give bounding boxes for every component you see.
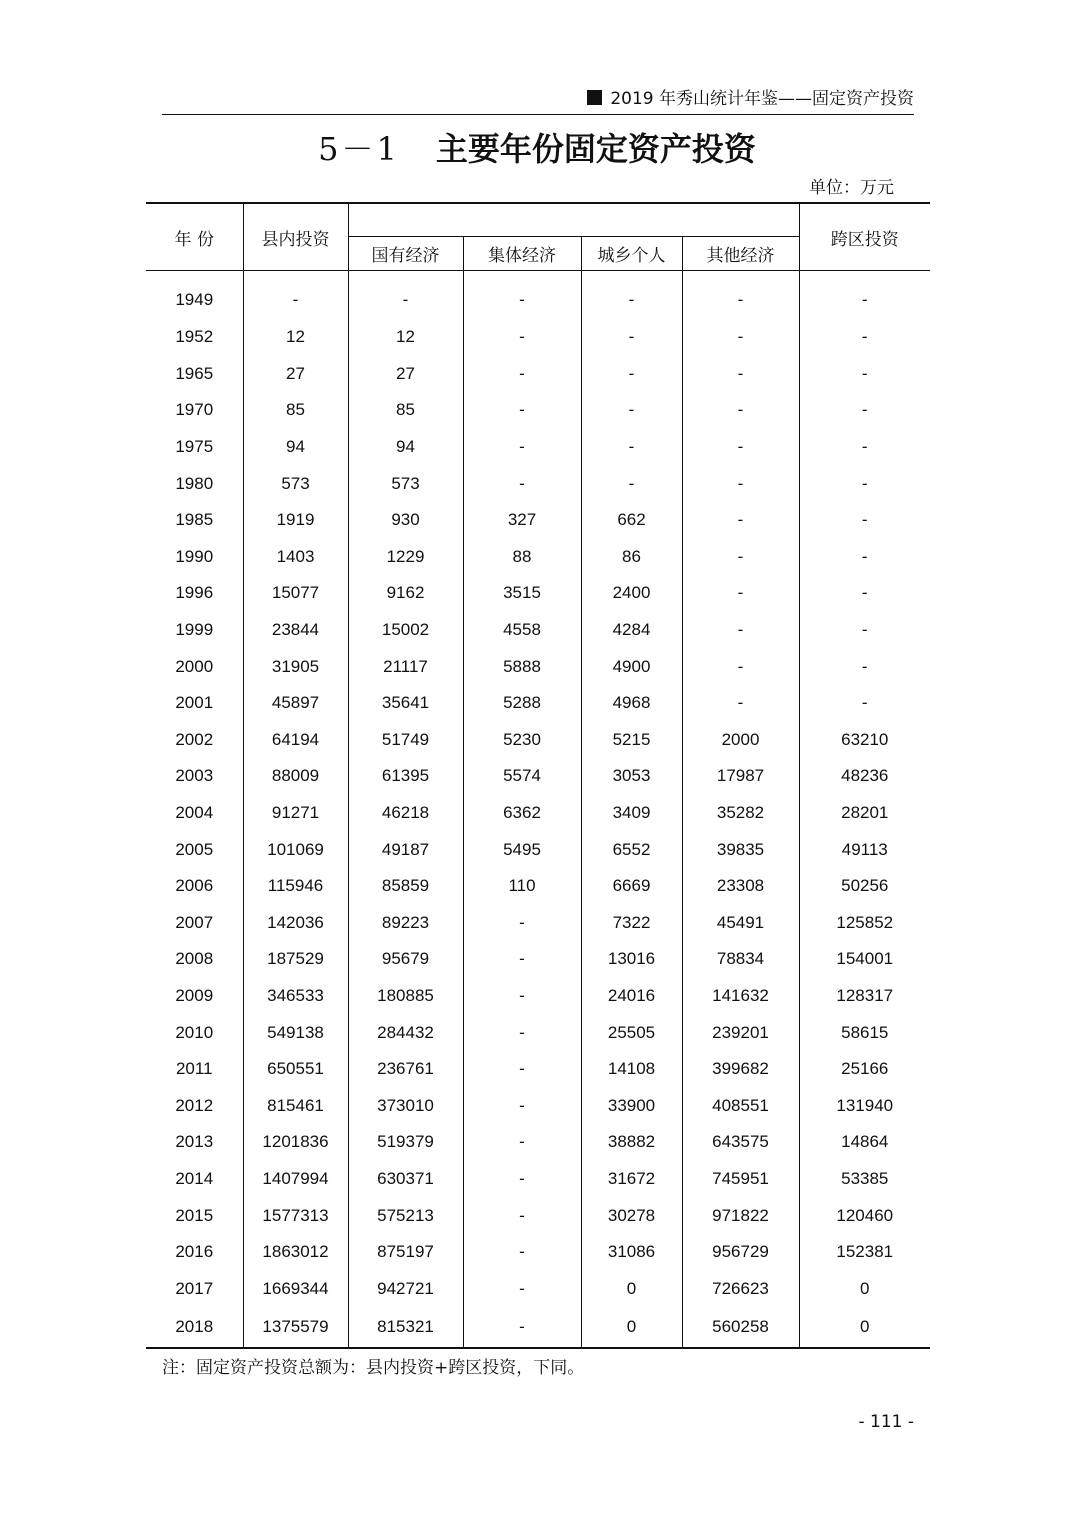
cell-other: 78834 xyxy=(682,941,799,978)
table-title: 主要年份固定资产投资 xyxy=(435,130,756,168)
cell-other: 956729 xyxy=(682,1234,799,1271)
cell-collective: - xyxy=(463,1234,581,1271)
cell-cross-region: 49113 xyxy=(799,831,930,868)
cell-state-owned: 630371 xyxy=(348,1161,463,1198)
cell-county: 101069 xyxy=(243,831,348,868)
table-row xyxy=(146,356,930,393)
cell-year: 2006 xyxy=(175,876,214,896)
table-row xyxy=(146,905,930,942)
cell-state-owned: 12 xyxy=(348,319,463,356)
header-individual: 城乡个人 xyxy=(581,237,682,271)
cell-collective: - xyxy=(463,465,581,502)
cell-cross-region: 63210 xyxy=(799,722,930,759)
cell-state-owned: 942721 xyxy=(348,1270,463,1307)
cell-cross-region: 48236 xyxy=(799,758,930,795)
cell-other: 399682 xyxy=(682,1051,799,1088)
cell-state-owned: 27 xyxy=(348,356,463,393)
cell-year: 2010 xyxy=(175,1022,214,1042)
header-other: 其他经济 xyxy=(682,237,799,271)
cell-other: - xyxy=(682,685,799,722)
cell-individual: 31086 xyxy=(581,1234,682,1271)
cell-county: 15077 xyxy=(243,575,348,612)
cell-state-owned: 85859 xyxy=(348,868,463,905)
cell-collective: 6362 xyxy=(463,795,581,832)
cell-cross-region: 14864 xyxy=(799,1124,930,1161)
cell-year: 2011 xyxy=(175,1059,213,1079)
cell-individual: 24016 xyxy=(581,978,682,1015)
cell-state-owned: - xyxy=(348,271,463,320)
cell-other: 23308 xyxy=(682,868,799,905)
cell-state-owned: 46218 xyxy=(348,795,463,832)
cell-cross-region: 152381 xyxy=(799,1234,930,1271)
table-number: 5－1 xyxy=(318,130,400,168)
cell-individual: 86 xyxy=(581,539,682,576)
cell-year: 1949 xyxy=(175,290,214,309)
cell-collective: 5574 xyxy=(463,758,581,795)
cell-county: 31905 xyxy=(243,648,348,685)
cell-individual: 33900 xyxy=(581,1087,682,1124)
cell-county: 115946 xyxy=(243,868,348,905)
cell-county: 27 xyxy=(243,356,348,393)
cell-county: 1403 xyxy=(243,539,348,576)
cell-collective: - xyxy=(463,319,581,356)
cell-individual: - xyxy=(581,271,682,320)
cell-year: 2001 xyxy=(175,693,214,713)
cell-state-owned: 519379 xyxy=(348,1124,463,1161)
cell-individual: 13016 xyxy=(581,941,682,978)
cell-collective: - xyxy=(463,1307,581,1348)
cell-other: - xyxy=(682,648,799,685)
cell-cross-region: 125852 xyxy=(799,905,930,942)
table-row xyxy=(146,429,930,466)
cell-individual: 662 xyxy=(581,502,682,539)
table-row xyxy=(146,868,930,905)
cell-year: 2000 xyxy=(175,656,214,676)
cell-state-owned: 85 xyxy=(348,392,463,429)
cell-individual: - xyxy=(581,392,682,429)
cell-year: 1996 xyxy=(175,583,214,603)
cell-collective: - xyxy=(463,1270,581,1307)
cell-cross-region: - xyxy=(799,502,930,539)
cell-individual: 30278 xyxy=(581,1197,682,1234)
cell-cross-region: 28201 xyxy=(799,795,930,832)
table-row xyxy=(146,978,930,1015)
cell-individual: 38882 xyxy=(581,1124,682,1161)
cell-other: - xyxy=(682,539,799,576)
cell-county: 815461 xyxy=(243,1087,348,1124)
cell-state-owned: 875197 xyxy=(348,1234,463,1271)
table-row xyxy=(146,502,930,539)
cell-individual: 0 xyxy=(581,1270,682,1307)
cell-individual: 0 xyxy=(581,1307,682,1348)
cell-county: 91271 xyxy=(243,795,348,832)
cell-individual: 6669 xyxy=(581,868,682,905)
cell-county: 1863012 xyxy=(243,1234,348,1271)
cell-state-owned: 815321 xyxy=(348,1307,463,1348)
cell-year: 2003 xyxy=(175,766,214,786)
table-row xyxy=(146,271,930,320)
cell-county: 1375579 xyxy=(243,1307,348,1348)
cell-other: 17987 xyxy=(682,758,799,795)
cell-state-owned: 61395 xyxy=(348,758,463,795)
cell-year: 2013 xyxy=(175,1132,214,1152)
cell-cross-region: 25166 xyxy=(799,1051,930,1088)
cell-other: - xyxy=(682,502,799,539)
table-row xyxy=(146,685,930,722)
table-row xyxy=(146,1051,930,1088)
header-county-investment: 县内投资 xyxy=(243,203,348,271)
cell-other: - xyxy=(682,429,799,466)
cell-cross-region: - xyxy=(799,465,930,502)
cell-year: 2007 xyxy=(175,912,214,932)
table-row xyxy=(146,648,930,685)
cell-county: 1407994 xyxy=(243,1161,348,1198)
cell-collective: 4558 xyxy=(463,612,581,649)
cell-individual: 4284 xyxy=(581,612,682,649)
unit-label: 单位：万元 xyxy=(809,178,894,198)
cell-year: 2012 xyxy=(175,1095,214,1115)
cell-collective: - xyxy=(463,356,581,393)
cell-state-owned: 236761 xyxy=(348,1051,463,1088)
cell-cross-region: 58615 xyxy=(799,1014,930,1051)
cell-county: 142036 xyxy=(243,905,348,942)
cell-individual: - xyxy=(581,465,682,502)
cell-other: 45491 xyxy=(682,905,799,942)
cell-other: - xyxy=(682,612,799,649)
table-row xyxy=(146,1161,930,1198)
cell-individual: - xyxy=(581,429,682,466)
table-row xyxy=(146,392,930,429)
cell-year: 2005 xyxy=(175,839,214,859)
table-row xyxy=(146,319,930,356)
cell-year: 2014 xyxy=(175,1168,214,1188)
cell-county: 187529 xyxy=(243,941,348,978)
page-number: - 111 - xyxy=(858,1412,914,1432)
cell-collective: - xyxy=(463,1124,581,1161)
cell-year: 1975 xyxy=(175,437,214,457)
cell-county: - xyxy=(243,271,348,320)
cell-individual: - xyxy=(581,319,682,356)
cell-state-owned: 1229 xyxy=(348,539,463,576)
cell-state-owned: 51749 xyxy=(348,722,463,759)
cell-cross-region: - xyxy=(799,612,930,649)
black-square-icon xyxy=(587,90,602,105)
cell-county: 1919 xyxy=(243,502,348,539)
cell-collective: - xyxy=(463,1087,581,1124)
cell-year: 1980 xyxy=(175,473,214,493)
cell-cross-region: 53385 xyxy=(799,1161,930,1198)
cell-year: 2009 xyxy=(175,985,214,1005)
cell-year: 1999 xyxy=(175,620,214,640)
cell-cross-region: 154001 xyxy=(799,941,930,978)
cell-individual: 4900 xyxy=(581,648,682,685)
table-row xyxy=(146,831,930,868)
cell-cross-region: 0 xyxy=(799,1270,930,1307)
cell-other: 35282 xyxy=(682,795,799,832)
cell-individual: 14108 xyxy=(581,1051,682,1088)
cell-county: 12 xyxy=(243,319,348,356)
cell-county: 45897 xyxy=(243,685,348,722)
table-row xyxy=(146,941,930,978)
table-body xyxy=(146,271,930,1349)
table-row xyxy=(146,795,930,832)
table-row xyxy=(146,539,930,576)
cell-year: 2016 xyxy=(175,1242,214,1262)
cell-county: 94 xyxy=(243,429,348,466)
cell-individual: 4968 xyxy=(581,685,682,722)
cell-state-owned: 573 xyxy=(348,465,463,502)
header-collective: 集体经济 xyxy=(463,237,581,271)
table-row xyxy=(146,612,930,649)
cell-county: 64194 xyxy=(243,722,348,759)
cell-cross-region: - xyxy=(799,271,930,320)
cell-other: 726623 xyxy=(682,1270,799,1307)
cell-state-owned: 930 xyxy=(348,502,463,539)
cell-county: 549138 xyxy=(243,1014,348,1051)
cell-other: - xyxy=(682,575,799,612)
cell-county: 650551 xyxy=(243,1051,348,1088)
running-header xyxy=(162,86,914,115)
cell-year: 1952 xyxy=(175,327,214,347)
cell-collective: - xyxy=(463,1014,581,1051)
cell-collective: 88 xyxy=(463,539,581,576)
cell-year: 1965 xyxy=(175,363,214,383)
cell-cross-region: - xyxy=(799,575,930,612)
cell-state-owned: 35641 xyxy=(348,685,463,722)
cell-individual: 2400 xyxy=(581,575,682,612)
header-cross-region-investment: 跨区投资 xyxy=(799,203,930,271)
table-row xyxy=(146,575,930,612)
cell-collective: - xyxy=(463,392,581,429)
cell-county: 85 xyxy=(243,392,348,429)
cell-year: 1970 xyxy=(175,400,214,420)
header-year: 年 份 xyxy=(146,203,243,271)
cell-other: - xyxy=(682,465,799,502)
cell-county: 1669344 xyxy=(243,1270,348,1307)
cell-other: 560258 xyxy=(682,1307,799,1348)
cell-individual: 7322 xyxy=(581,905,682,942)
cell-state-owned: 575213 xyxy=(348,1197,463,1234)
cell-year: 1985 xyxy=(175,510,214,530)
cell-cross-region: 131940 xyxy=(799,1087,930,1124)
cell-individual: 3053 xyxy=(581,758,682,795)
cell-individual: 3409 xyxy=(581,795,682,832)
cell-cross-region: 128317 xyxy=(799,978,930,1015)
cell-individual: 6552 xyxy=(581,831,682,868)
cell-individual: 25505 xyxy=(581,1014,682,1051)
cell-year: 2017 xyxy=(175,1278,214,1298)
cell-state-owned: 95679 xyxy=(348,941,463,978)
cell-cross-region: - xyxy=(799,356,930,393)
table-row xyxy=(146,758,930,795)
table-row xyxy=(146,465,930,502)
cell-other: 408551 xyxy=(682,1087,799,1124)
header-state-owned: 国有经济 xyxy=(348,237,463,271)
cell-state-owned: 9162 xyxy=(348,575,463,612)
cell-year: 1990 xyxy=(175,546,214,566)
cell-cross-region: 50256 xyxy=(799,868,930,905)
header-ownership-group xyxy=(348,203,799,237)
cell-collective: 3515 xyxy=(463,575,581,612)
table-row xyxy=(146,1307,930,1348)
cell-collective: 110 xyxy=(463,868,581,905)
cell-individual: 31672 xyxy=(581,1161,682,1198)
cell-collective: 327 xyxy=(463,502,581,539)
cell-county: 346533 xyxy=(243,978,348,1015)
cell-cross-region: 0 xyxy=(799,1307,930,1348)
cell-cross-region: - xyxy=(799,392,930,429)
table-row xyxy=(146,722,930,759)
cell-state-owned: 89223 xyxy=(348,905,463,942)
cell-state-owned: 49187 xyxy=(348,831,463,868)
cell-collective: - xyxy=(463,1161,581,1198)
cell-other: 745951 xyxy=(682,1161,799,1198)
cell-other: 141632 xyxy=(682,978,799,1015)
cell-collective: 5288 xyxy=(463,685,581,722)
cell-collective: - xyxy=(463,941,581,978)
cell-year: 2015 xyxy=(175,1205,214,1225)
cell-other: 2000 xyxy=(682,722,799,759)
cell-collective: - xyxy=(463,1051,581,1088)
cell-other: 239201 xyxy=(682,1014,799,1051)
cell-cross-region: - xyxy=(799,429,930,466)
table-row xyxy=(146,1270,930,1307)
table-row xyxy=(146,1124,930,1161)
cell-other: 643575 xyxy=(682,1124,799,1161)
cell-state-owned: 15002 xyxy=(348,612,463,649)
cell-county: 1201836 xyxy=(243,1124,348,1161)
cell-cross-region: - xyxy=(799,648,930,685)
cell-other: - xyxy=(682,271,799,320)
page-title xyxy=(0,126,1074,172)
cell-other: 971822 xyxy=(682,1197,799,1234)
cell-state-owned: 180885 xyxy=(348,978,463,1015)
cell-cross-region: - xyxy=(799,539,930,576)
cell-collective: 5888 xyxy=(463,648,581,685)
footnote: 注：固定资产投资总额为：县内投资+跨区投资，下同。 xyxy=(162,1358,585,1378)
cell-collective: 5495 xyxy=(463,831,581,868)
cell-cross-region: - xyxy=(799,685,930,722)
cell-cross-region: 120460 xyxy=(799,1197,930,1234)
cell-year: 2002 xyxy=(175,729,214,749)
cell-cross-region: - xyxy=(799,319,930,356)
cell-year: 2008 xyxy=(175,949,214,969)
cell-state-owned: 284432 xyxy=(348,1014,463,1051)
cell-collective: - xyxy=(463,429,581,466)
cell-state-owned: 21117 xyxy=(348,648,463,685)
table-row xyxy=(146,1014,930,1051)
cell-state-owned: 373010 xyxy=(348,1087,463,1124)
cell-collective: - xyxy=(463,978,581,1015)
cell-county: 23844 xyxy=(243,612,348,649)
cell-other: - xyxy=(682,392,799,429)
cell-other: - xyxy=(682,319,799,356)
cell-collective: 5230 xyxy=(463,722,581,759)
cell-collective: - xyxy=(463,1197,581,1234)
cell-individual: 5215 xyxy=(581,722,682,759)
table-row xyxy=(146,1197,930,1234)
cell-individual: - xyxy=(581,356,682,393)
table-row xyxy=(146,1087,930,1124)
cell-county: 1577313 xyxy=(243,1197,348,1234)
cell-collective: - xyxy=(463,271,581,320)
cell-county: 88009 xyxy=(243,758,348,795)
cell-state-owned: 94 xyxy=(348,429,463,466)
running-title: 2019 年秀山统计年鉴——固定资产投资 xyxy=(610,89,914,109)
cell-other: 39835 xyxy=(682,831,799,868)
cell-county: 573 xyxy=(243,465,348,502)
table-row xyxy=(146,1234,930,1271)
cell-year: 2018 xyxy=(146,1307,243,1348)
cell-other: - xyxy=(682,356,799,393)
cell-year: 2004 xyxy=(175,803,214,823)
cell-collective: - xyxy=(463,905,581,942)
investment-table xyxy=(146,202,930,1349)
